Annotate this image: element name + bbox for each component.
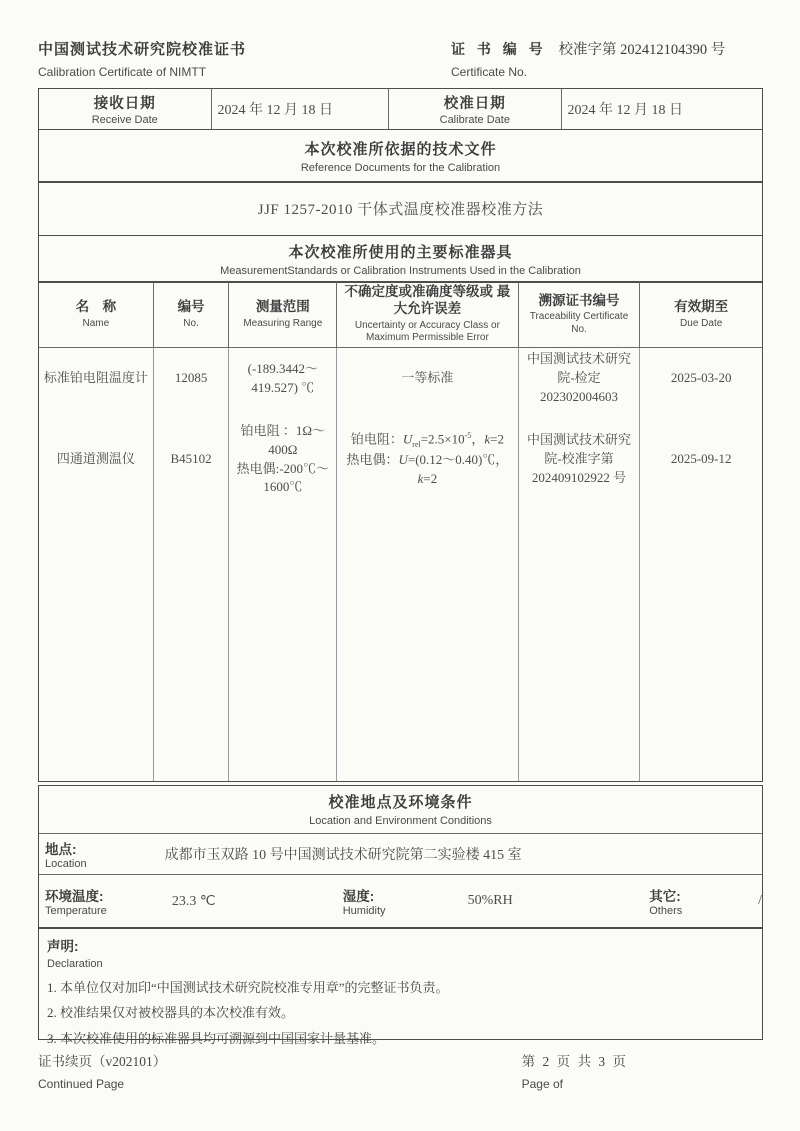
declaration-section xyxy=(38,927,763,1046)
reference-docs-title-en: Reference Documents for the Calibration xyxy=(300,161,501,174)
others-value: / xyxy=(758,893,762,908)
column-no xyxy=(154,348,230,781)
receive-date-label-cn: 接收日期 xyxy=(93,96,156,112)
issuer-title-en: Calibration Certificate of NIMTT xyxy=(38,65,207,79)
col-header-traceability: 溯源证书编号 Traceability Certificate No. xyxy=(519,282,641,347)
col-header-no: 编号 No. xyxy=(154,282,230,347)
declaration-title-en: Declaration xyxy=(47,958,103,970)
page-footer xyxy=(38,1050,763,1091)
continued-page-en: Continued Page xyxy=(38,1077,125,1091)
certificate-number-value: 校准字第 202412104390 号 xyxy=(558,42,726,58)
column-range xyxy=(229,348,337,781)
row1-uncertainty: 一等标准 xyxy=(401,370,454,386)
row1-traceability: 中国测试技术研究院-检定 202302004603 xyxy=(526,351,631,404)
row1-no: 12085 xyxy=(174,370,208,386)
reference-document-value: JJF 1257-2010 干体式温度校准器校准方法 xyxy=(38,181,763,236)
humidity-value: 50%RH xyxy=(467,893,513,908)
col-header-range: 测量范围 Measuring Range xyxy=(229,282,337,347)
issuer-title-cn: 中国测试技术研究院校准证书 xyxy=(38,41,247,58)
location-section-header xyxy=(39,786,762,833)
continued-page-cn: 证书续页（v202101） xyxy=(38,1054,167,1069)
row2-traceability: 中国测试技术研究院-校准字第 202409102922 号 xyxy=(526,432,631,485)
declaration-title-cn: 声明: xyxy=(47,939,79,954)
row2-due-date: 2025-09-12 xyxy=(670,451,732,467)
col-header-name: 名 称 Name xyxy=(39,282,154,347)
calibrate-date-label-cn: 校准日期 xyxy=(443,96,506,112)
standards-table-body xyxy=(38,347,763,782)
location-environment-section xyxy=(38,785,763,929)
page-number-cn: 第 2 页 共 3 页 xyxy=(521,1054,628,1069)
standards-title-cn: 本次校准所使用的主要标准器具 xyxy=(288,243,513,261)
row2-uncertainty xyxy=(337,410,518,510)
location-row xyxy=(39,833,762,874)
row1-name: 标准铂电阻温度计 xyxy=(43,370,148,386)
row2-uncertainty-line2: 热电偶：U=(0.12～0.40)℃， xyxy=(346,451,509,467)
row2-name: 四通道测温仪 xyxy=(56,451,135,467)
row2-uncertainty-line1: 铂电阻：$U_{rel}=2.5\times 10^{-5}$，k=2 xyxy=(350,431,504,450)
location-title-cn: 校准地点及环境条件 xyxy=(328,794,473,811)
location-label: 地点: Location xyxy=(45,841,87,870)
location-title-en: Location and Environment Conditions xyxy=(309,815,492,827)
standards-section-header xyxy=(38,235,763,283)
row2-range-line1: 铂电阻 ：1Ω～400Ω xyxy=(240,422,326,457)
row1-range: (-189.3442～419.527) ℃ xyxy=(247,360,319,395)
column-traceability xyxy=(519,348,641,781)
standards-table-header xyxy=(38,281,763,348)
receive-date-value: 2024 年 12 月 18 日 xyxy=(212,89,390,129)
dates-row xyxy=(38,88,763,130)
declaration-item-2: 2. 校准结果仅对被校器具的本次校准有效。 xyxy=(47,1005,295,1021)
row2-uncertainty-line3: k=2 xyxy=(417,470,438,486)
declaration-item-3: 3. 本次校准使用的标准器具均可溯源到中国国家计量基准。 xyxy=(47,1030,386,1046)
continued-page-block xyxy=(38,1050,166,1091)
row2-no: B45102 xyxy=(170,451,212,467)
page-header xyxy=(38,38,763,84)
temperature-label: 环境温度: Temperature xyxy=(45,889,107,917)
others-label: 其它: Others xyxy=(649,889,683,917)
location-value: 成都市玉双路 10 号中国测试技术研究院第二实验楼 415 室 xyxy=(164,847,522,863)
issuer-title-block xyxy=(38,38,246,84)
row2-range-line2: 热电偶:-200℃～1600℃ xyxy=(236,460,330,495)
reference-docs-header xyxy=(38,129,763,183)
temperature-value: 23.3 ℃ xyxy=(171,893,216,909)
row2-range xyxy=(229,410,336,510)
column-uncertainty xyxy=(337,348,519,781)
environment-row xyxy=(39,874,762,928)
column-due-date xyxy=(640,348,762,781)
certificate-number-block xyxy=(451,38,763,84)
receive-date-label-en: Receive Date xyxy=(91,114,158,126)
declaration-item-1: 1. 本单位仅对加印“中国测试技术研究院校准专用章”的完整证书负责。 xyxy=(47,980,449,995)
column-name xyxy=(39,348,154,781)
receive-date-header xyxy=(39,89,212,129)
calibrate-date-value: 2024 年 12 月 18 日 xyxy=(567,103,684,118)
col-header-uncertainty: 不确定度或准确度等级或 最大允许误差 Uncertainty or Accuracy Class or Maximum Permissible Error xyxy=(337,282,519,347)
col-header-due-date: 有效期至 Due Date xyxy=(674,298,729,329)
page-number-block xyxy=(522,1050,628,1091)
row1-due-date: 2025-03-20 xyxy=(670,370,732,386)
calibrate-date-header xyxy=(389,89,562,129)
certificate-number-label-en: Certificate No. xyxy=(451,65,528,79)
reference-docs-title-cn: 本次校准所依据的技术文件 xyxy=(304,140,497,158)
page-number-en: Page of xyxy=(521,1077,563,1091)
certificate-number-line xyxy=(451,38,763,59)
declaration-items xyxy=(47,975,754,1051)
certificate-number-label-cn: 证 书 编 号 xyxy=(451,41,547,57)
calibrate-date-label-en: Calibrate Date xyxy=(439,114,510,126)
humidity-label: 湿度: Humidity xyxy=(342,889,386,917)
standards-title-en: MeasurementStandards or Calibration Instruments Used in the Calibration xyxy=(220,264,581,277)
